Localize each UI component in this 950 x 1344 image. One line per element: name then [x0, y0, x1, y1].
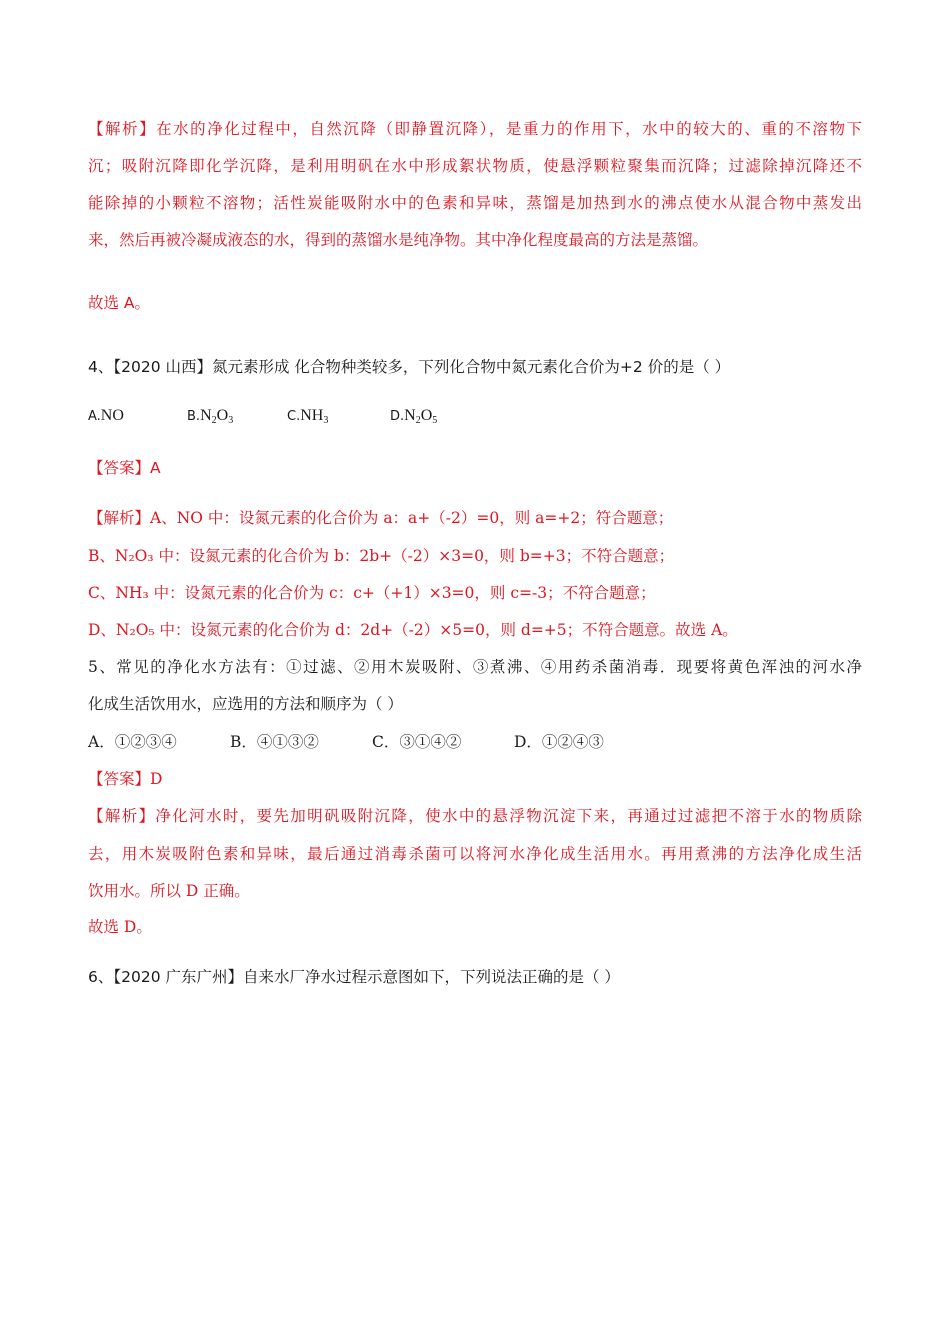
option-label: B.: [187, 409, 201, 424]
q4-option-d: [390, 406, 437, 426]
option-formula: $NH_3$: [300, 407, 329, 426]
question-5-stem-line-1: 5、常见的净化水方法有：①过滤、②用木炭吸附、③煮沸、④用药杀菌消毒．现要将黄色浑浊的河水净: [88, 658, 862, 676]
q4-analysis-d: D、N₂O₅ 中：设氮元素的化合价为 d：2d+（-2）×5=0，则 d=+5；不符合题意。故选 A。: [88, 621, 738, 639]
option-formula: NO: [100, 407, 124, 424]
q5-option-c: C．③①④②: [372, 733, 462, 751]
q5-conclusion: 故选 D。: [88, 918, 152, 936]
question-5-stem-line-2: 化成生活饮用水，应选用的方法和顺序为（ ）: [88, 695, 403, 713]
option-label: D.: [390, 409, 405, 424]
option-label: A.: [88, 409, 101, 424]
question-6-stem: 6、【2020 广东广州】自来水厂净水过程示意图如下，下列说法正确的是（ ）: [88, 968, 620, 986]
option-formula: $N_2O_5$: [404, 407, 438, 426]
analysis-line-1: 【解析】在水的净化过程中，自然沉降（即静置沉降），是重力的作用下，水中的较大的、重的不溶物下: [88, 120, 862, 138]
analysis-line-3: 能除掉的小颗粒不溶物；活性炭能吸附水中的色素和异味，蒸馏是加热到水的沸点使水从混合物中蒸发出: [88, 194, 862, 212]
q4-option-b: [187, 406, 233, 426]
q4-analysis-b: B、N₂O₃ 中：设氮元素的化合价为 b：2b+（-2）×3=0，则 b=+3；不符合题意；: [88, 547, 675, 565]
q5-option-d: D．①②④③: [514, 733, 604, 751]
q5-option-a: A．①②③④: [88, 733, 177, 751]
q4-option-c: [287, 406, 328, 426]
analysis-line-2: 沉；吸附沉降即化学沉降，是利用明矾在水中形成絮状物质，使悬浮颗粒聚集而沉降；过滤除掉沉降还不: [88, 157, 862, 175]
q5-answer: 【答案】D: [88, 770, 163, 788]
q5-analysis-line-2: 去，用木炭吸附色素和异味，最后通过消毒杀菌可以将河水净化成生活用水。再用煮沸的方法净化成生活: [88, 845, 862, 863]
option-formula: $N_2O_3$: [200, 407, 234, 426]
question-4-stem: 4、【2020 山西】氮元素形成 化合物种类较多，下列化合物中氮元素化合价为+2 价的是（ ）: [88, 358, 731, 376]
q5-analysis-line-3: 饮用水。所以 D 正确。: [88, 882, 250, 900]
q4-option-a: [88, 406, 124, 425]
q4-analysis-c: C、NH₃ 中：设氮元素的化合价为 c：c+（+1）×3=0，则 c=-3；不符合题意；: [88, 584, 656, 602]
q4-answer: 【答案】A: [88, 459, 161, 477]
q5-analysis-line-1: 【解析】净化河水时，要先加明矾吸附沉降，使水中的悬浮物沉淀下来，再通过过滤把不溶于水的物质除: [88, 807, 862, 825]
q4-analysis-a: 【解析】A、NO 中：设氮元素的化合价为 a：a+（-2）=0，则 a=+2；符合题意；: [88, 509, 674, 527]
analysis-conclusion: 故选 A。: [88, 294, 151, 312]
q5-option-b: B．④①③②: [230, 733, 319, 751]
option-label: C.: [287, 409, 301, 424]
analysis-line-4: 来，然后再被冷凝成液态的水，得到的蒸馏水是纯净物。其中净化程度最高的方法是蒸馏。: [88, 231, 709, 249]
